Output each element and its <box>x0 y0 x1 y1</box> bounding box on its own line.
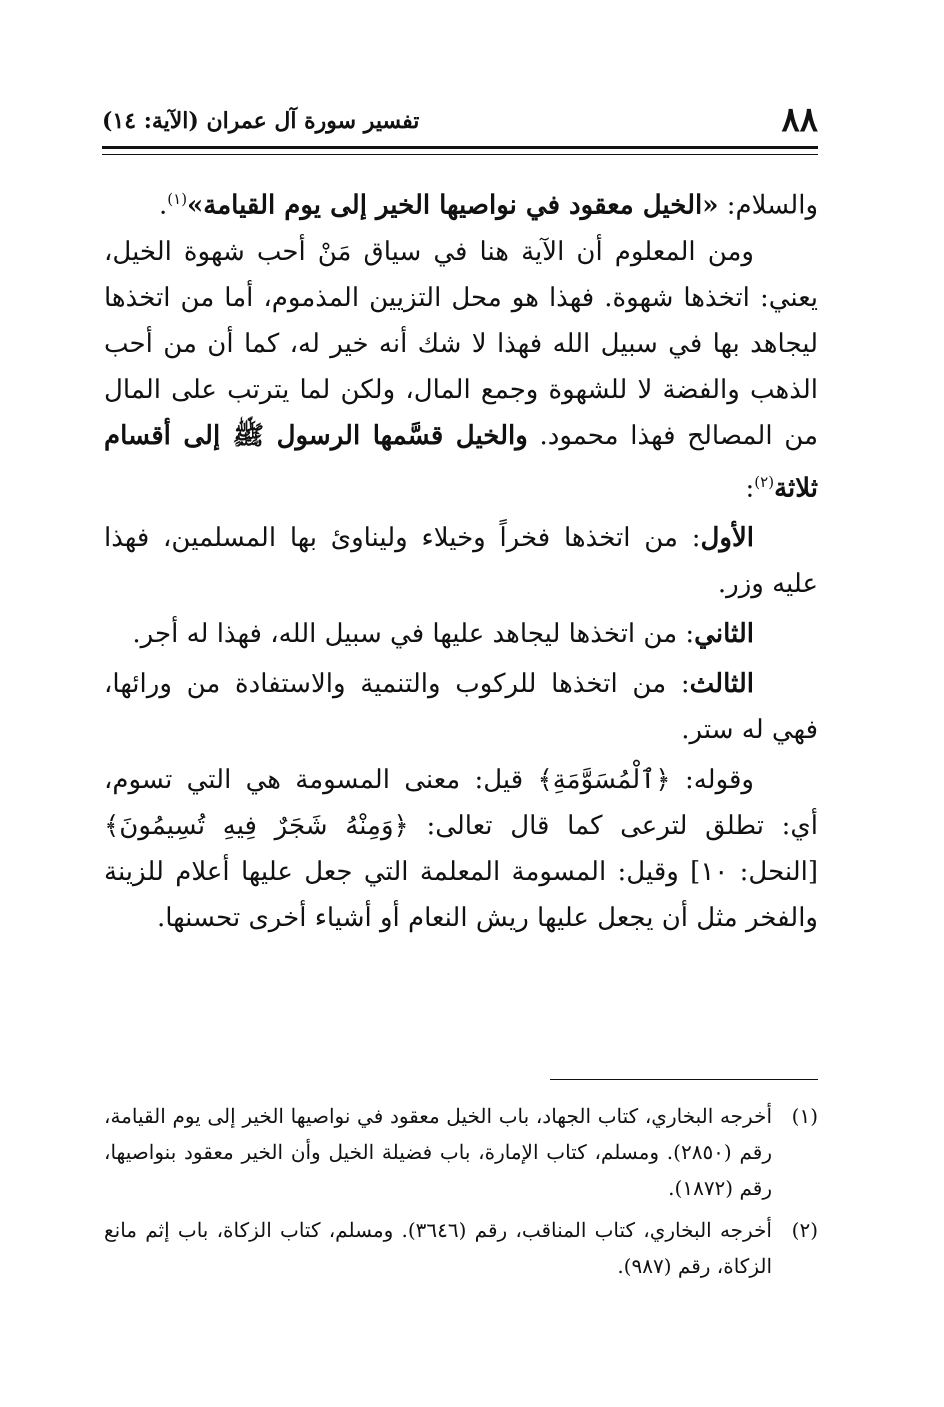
first-label: الأول <box>700 523 754 554</box>
footnote-number: (٢) <box>791 1218 818 1242</box>
bold-phrase: والخيل قسَّمها الرسول ﷺ إلى أقسام ثلاثة <box>104 420 818 504</box>
paragraph-musawwama <box>104 757 818 941</box>
paragraph-first <box>104 515 818 607</box>
third-label: الثالث <box>689 669 754 700</box>
first-text: : من اتخذها فخراً وخيلاء وليناوئ بها المسلمين، فهذا عليه وزر. <box>104 523 818 600</box>
text-run: والسلام: <box>718 190 818 221</box>
footnote-separator <box>550 1079 818 1080</box>
text-run: ومن المعلوم أن الآية هنا في سياق مَنْ أحب شهوة الخيل، يعني: اتخذها شهوة. فهذا هو محل التزيين المذموم، أما من اتخذها ليجاهد بها في سبيل الله فهذا لا شك أنه خير له، كما أن من أحب الذهب والفضة لا للشهوة وجمع المال، ولكن لما يترتب على المال من المصالح فهذا محمود. <box>104 236 819 451</box>
footnotes <box>104 1098 818 1290</box>
second-text: : من اتخذها ليجاهد عليها في سبيل الله، فهذا له أجر. <box>132 619 695 650</box>
hadith-quote: «الخيل معقود في نواصيها الخير إلى يوم القيامة» <box>187 190 719 221</box>
footnote-ref-1: (١) <box>167 190 188 208</box>
running-title: تفسير سورة آل عمران (الآية: ١٤) <box>102 108 420 134</box>
quran-quote-1: ﴿ٱلْمُسَوَّمَةِ﴾ <box>537 765 671 796</box>
main-text <box>104 176 818 941</box>
text-run: . <box>159 190 168 221</box>
text-run: [النحل: ١٠] وقيل: المسومة المعلمة التي جعل عليها أعلام للزينة والفخر مثل أن يجعل عليها ريش النعام أو أشياء أخرى تحسنها. <box>104 857 819 934</box>
paragraph-explanation <box>104 229 818 512</box>
footnote-number: (١) <box>791 1104 818 1128</box>
paragraph-second <box>104 611 818 657</box>
footnote-2 <box>104 1212 818 1284</box>
third-text: : من اتخذها للركوب والتنمية والاستفادة من ورائها، فهي له ستر. <box>104 669 818 746</box>
text-run: قيل: معنى المسومة هي التي تسوم، أي: تطلق لترعى كما قال تعالى: <box>104 765 818 842</box>
footnote-text: أخرجه البخاري، كتاب المناقب، رقم (٣٦٤٦). ومسلم، كتاب الزكاة، باب إثم مانع الزكاة، رقم (٩٨٧). <box>104 1218 772 1278</box>
header-rule-thin <box>102 154 818 155</box>
second-label: الثاني <box>694 619 754 650</box>
paragraph-hadith <box>104 176 818 229</box>
footnote-text: أخرجه البخاري، كتاب الجهاد، باب الخيل معقود في نواصيها الخير إلى يوم القيامة، رقم (٢٨٥٠). ومسلم، كتاب الإمارة، باب فضيلة الخيل وأن الخير معقود بنواصيها، رقم (١٨٧٢). <box>104 1104 772 1200</box>
page-header <box>102 100 818 140</box>
paragraph-third <box>104 661 818 753</box>
text-run: : <box>745 473 755 504</box>
footnote-ref-2: (٢) <box>754 472 775 491</box>
text-run: وقوله: <box>670 765 754 796</box>
quran-quote-2: ﴿وَمِنْهُ شَجَرٌ فِيهِ تُسِيمُونَ﴾ <box>104 811 409 842</box>
header-rule-thick <box>102 146 818 149</box>
page-number: ٨٨ <box>781 100 818 140</box>
footnote-1 <box>104 1098 818 1206</box>
